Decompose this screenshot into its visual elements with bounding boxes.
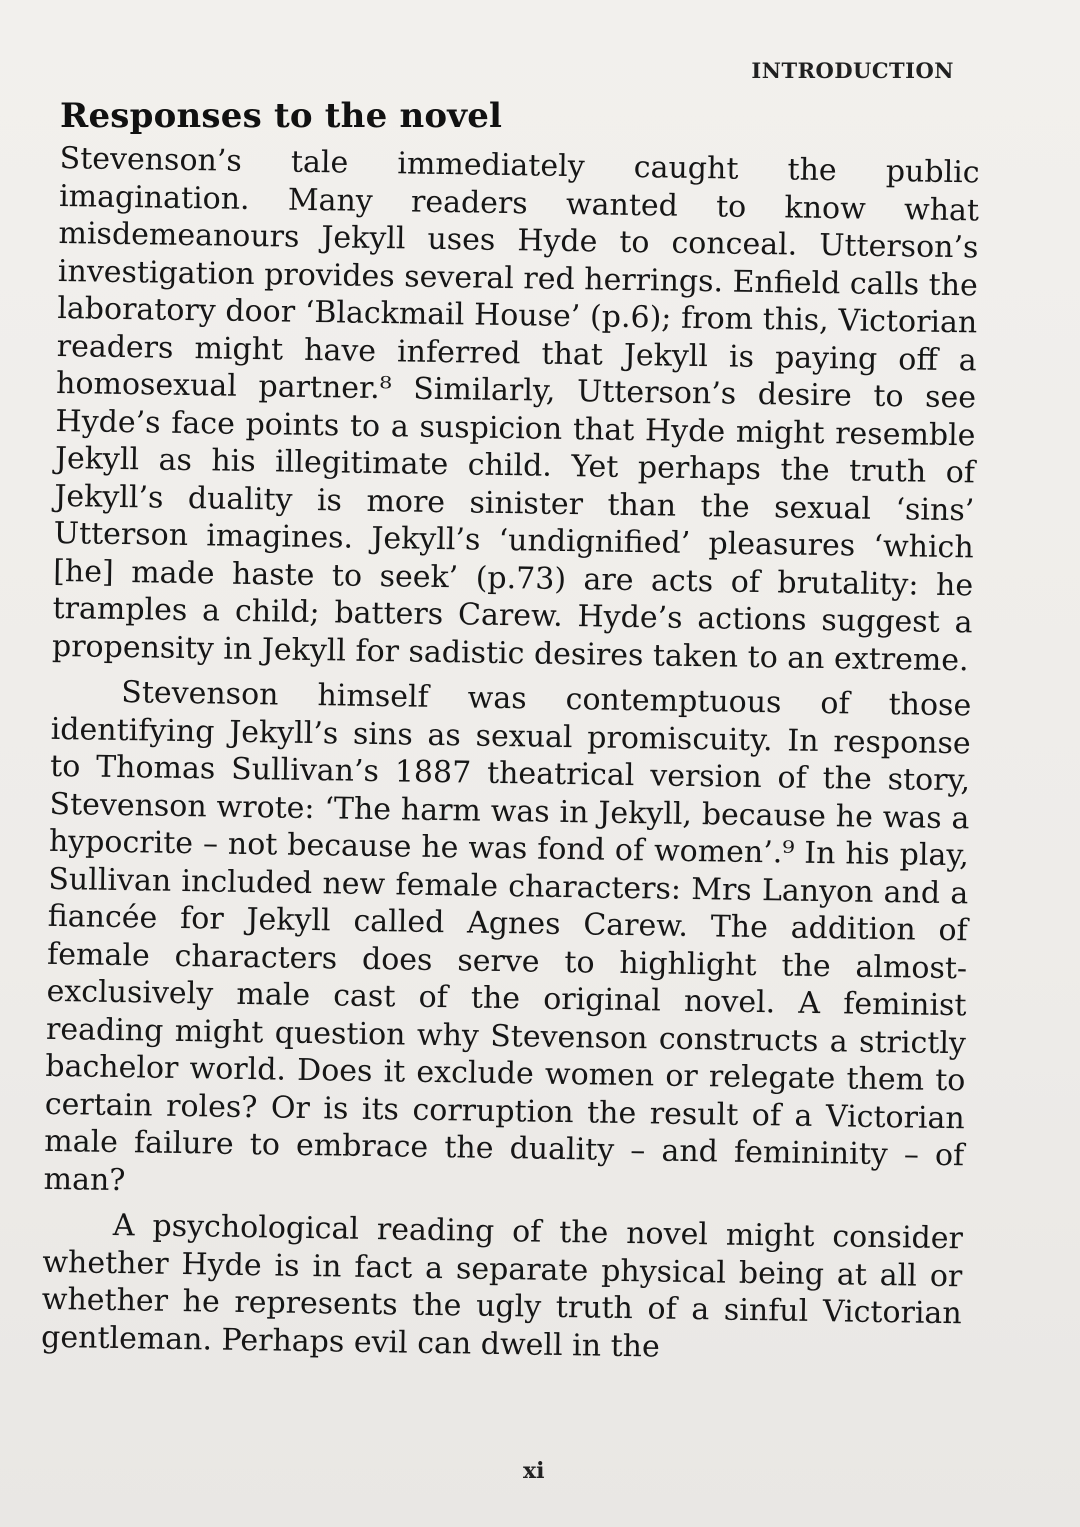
paragraph-3: A psychological reading of the novel might consider whether Hyde is in fact a separate physical being at all or whether he represents the ugly truth of a sinful Victorian gentleman. Perhaps evil can dwell in the bbox=[40, 1207, 964, 1365]
paragraph-2: Stevenson himself was contemptuous of those identifying Jekyll’s sins as sexual promiscuity. In response to Thomas Sullivan’s 1887 theatrical version of the story, Stevenson wrote: ‘The harm was in Jekyll, because he was a hypocrite – not because he was fond of women’.⁹ In his play, Sullivan included new female characters: Mrs Lanyon and a fiancée for Jekyll called Agnes Carew. The addition of female characters does serve to highlight the almost-exclusively male cast of the original novel. A feminist reading might question why Stevenson constructs a strictly bachelor world. Does it exclude women or relegate them to certain roles? Or is its corruption the result of a Victorian male failure to embrace the duality – and femininity – of man? bbox=[43, 675, 972, 1198]
running-head: INTRODUCTION bbox=[751, 58, 954, 83]
page-number: xi bbox=[523, 1458, 545, 1484]
paragraph-1: Stevenson’s tale immediately caught the public imagination. Many readers wanted to know what misdemeanours Jekyll uses Hyde to conceal. Utterson’s investigation provides several red herrings. Enfield calls the laboratory door ‘Blackmail House’ (p.6); from this, Victorian readers might have inferred that Jekyll is paying off a homosexual partner.⁸ Similarly, Utterson’s desire to see Hyde’s face points to a suspicion that Hyde might resemble Jekyll as his illegitimate child. Yet perhaps the truth of Jekyll’s duality is more sinister than the sexual ‘sins’ Utterson imagines. Jekyll’s ‘undignified’ pleasures ‘which [he] made haste to seek’ (p.73) are acts of brutality: he tramples a child; batters Carew. Hyde’s actions suggest a propensity in Jekyll for sadistic desires taken to an extreme. bbox=[51, 140, 980, 678]
body-text bbox=[41, 140, 980, 1370]
section-heading: Responses to the novel bbox=[60, 96, 503, 136]
